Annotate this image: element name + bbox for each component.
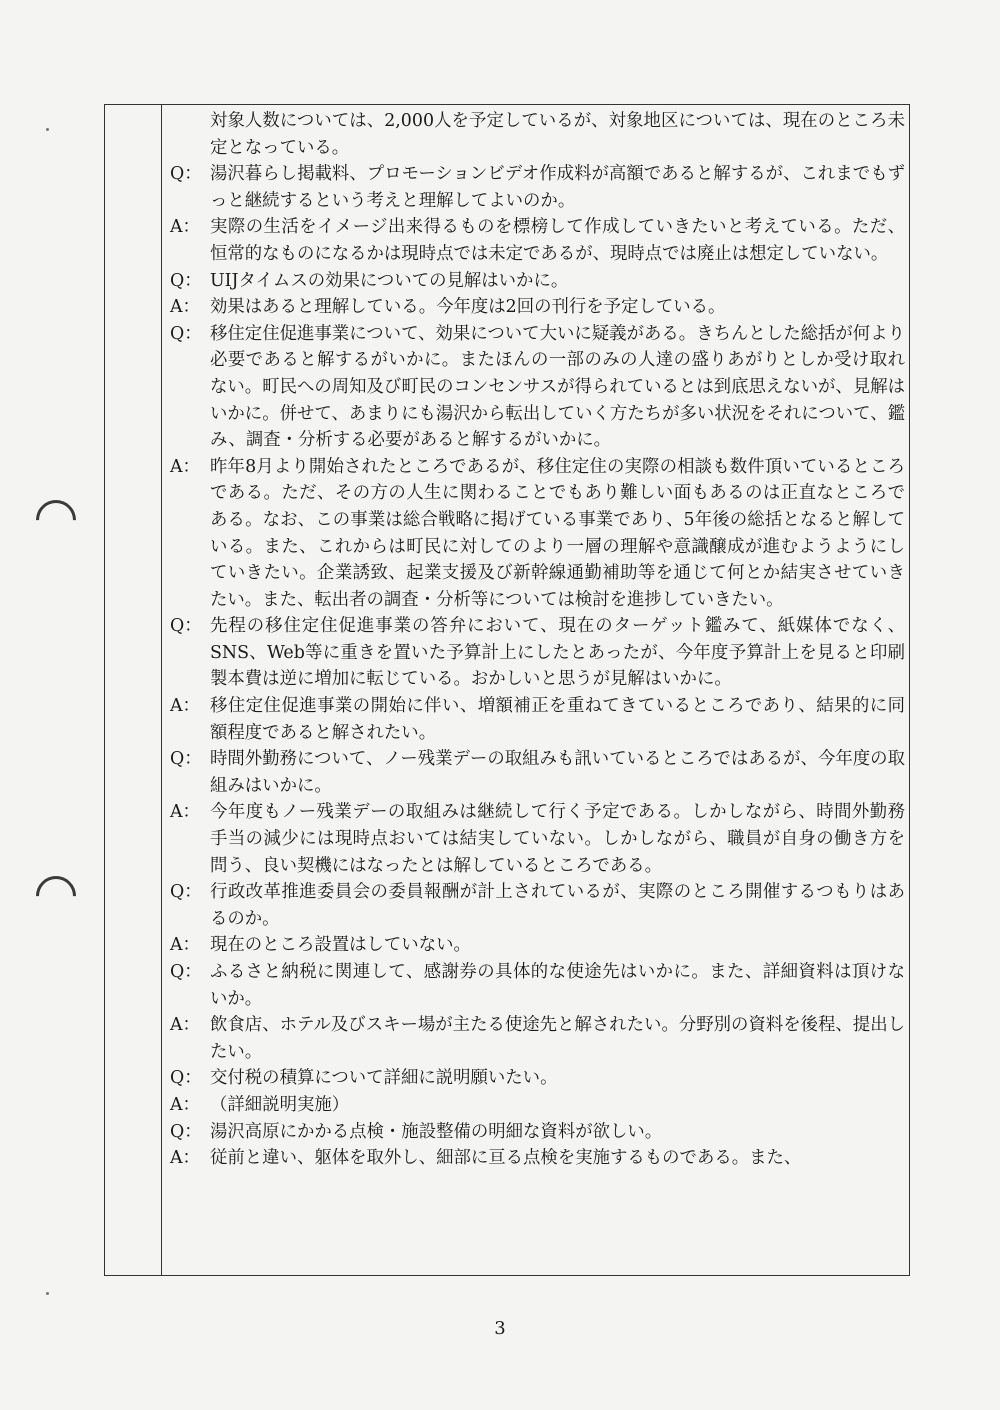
question-entry: [170, 1065, 905, 1092]
question-entry: [170, 746, 905, 799]
scan-speck: [46, 128, 49, 131]
qa-text: 時間外勤務について、ノー残業デーの取組みも訊いているところではあるが、今年度の取組みはいかに。: [210, 749, 905, 796]
qa-text: 昨年8月より開始されたところであるが、移住定住の実際の相談も数件頂いているところである。ただ、その方の人生に関わることでもあり難しい面もあるのは正直なところである。なお、この事業は総合戦略に掲げている事業であり、5年後の総括となると解している。また、これからは町民に対してのより一層の理解や意識醸成が進むようようにしていきたい。企業誘致、起業支援及び新幹線通勤補助等を通じて何とか結実させていきたい。また、転出者の調査・分析等については検討を進捗していきたい。: [210, 456, 905, 610]
qa-text: 効果はあると理解している。今年度は2回の刊行を予定している。: [210, 297, 726, 318]
qa-label: A：: [170, 217, 200, 238]
minutes-content: [170, 108, 905, 1172]
qa-label: Q：: [170, 749, 202, 770]
qa-label: A：: [170, 1148, 200, 1169]
qa-text: 移住定住促進事業について、効果について大いに疑義がある。きちんとした総括が何より必要であると解するがいかに。またほんの一部のみの人達の盛りあがりとしか受け取れない。町民への周知及び町民のコンセンサスが得られているとは到底思えないが、見解はいかに。併せて、あまりにも湯沢から転出していく方たちが多い状況をそれについて、鑑み、調査・分析する必要があると解するがいかに。: [210, 323, 905, 451]
question-entry: [170, 161, 905, 214]
qa-label: Q：: [170, 616, 202, 637]
qa-label: Q：: [170, 962, 202, 982]
qa-text: 先程の移住定住促進事業の答弁において、現在のターゲット鑑みて、紙媒体でなく、SNS、Web等に重きを置いた予算計上にしたとあったが、今年度予算計上を見ると印刷製本費は逆に増加に転じている。おかしいと思うが見解はいかに。: [210, 616, 905, 690]
answer-entry: [170, 1145, 905, 1172]
qa-label: A：: [170, 696, 200, 717]
answer-entry: [170, 1012, 905, 1065]
qa-label: A：: [170, 1094, 200, 1115]
question-entry: [170, 959, 905, 1012]
qa-text: 飲食店、ホテル及びスキー場が主たる使途先と解されたい。分野別の資料を後程、提出したい。: [210, 1015, 905, 1062]
qa-text: （詳細説明実施）: [210, 1094, 350, 1115]
page-number: 3: [494, 1318, 506, 1339]
qa-label: A：: [170, 935, 200, 956]
qa-label: Q：: [170, 270, 202, 291]
answer-entry: [170, 693, 905, 746]
qa-label: A：: [170, 1015, 200, 1036]
qa-text: 湯沢暮らし掲載料、プロモーションビデオ作成料が高額であると解するが、これまでもずっと継続するという考えと理解してよいのか。: [210, 164, 905, 211]
qa-label: Q：: [170, 1068, 202, 1089]
qa-text: 行政改革推進委員会の委員報酬が計上されているが、実際のところ開催するつもりはあるのか。: [210, 882, 905, 929]
answer-entry: [170, 799, 905, 879]
column-divider: [161, 105, 162, 1275]
punch-hole-bottom: [28, 868, 85, 925]
punch-hole-top: [28, 492, 85, 549]
scan-speck: [46, 1292, 49, 1295]
qa-label: Q：: [170, 164, 202, 185]
qa-label: Q：: [170, 323, 202, 344]
answer-entry: [170, 1092, 905, 1119]
qa-label: Q：: [170, 1121, 202, 1142]
answer-entry: [170, 214, 905, 267]
qa-list: [170, 161, 905, 1172]
qa-text: 今年度もノー残業デーの取組みは継続して行く予定である。しかしながら、時間外勤務手当の減少には現時点おいては結実していない。しかしながら、職員が自身の働き方を問う、良い契機にはなったとは解しているところである。: [210, 802, 905, 876]
continuation-text: 対象人数については、2,000人を予定しているが、対象地区については、現在のところ未定となっている。: [210, 111, 905, 158]
qa-label: A：: [170, 297, 200, 318]
qa-text: UIJタイムスの効果についての見解はいかに。: [210, 270, 569, 291]
qa-text: ふるさと納税に関連して、感謝券の具体的な使途先はいかに。また、詳細資料は頂けないか。: [210, 962, 905, 1009]
qa-label: A：: [170, 802, 200, 823]
answer-entry: [170, 932, 905, 959]
qa-text: 従前と違い、躯体を取外し、細部に亘る点検を実施するものである。また、: [210, 1148, 802, 1169]
qa-label: Q：: [170, 882, 202, 903]
question-entry: [170, 321, 905, 454]
qa-label: A：: [170, 456, 200, 477]
question-entry: [170, 879, 905, 932]
answer-entry: [170, 454, 905, 614]
qa-text: 移住定住促進事業の開始に伴い、増額補正を重ねてきているところであり、結果的に同額程度であると解されたい。: [210, 696, 905, 743]
qa-text: 交付税の積算について詳細に説明願いたい。: [210, 1068, 558, 1089]
qa-text: 現在のところ設置はしていない。: [210, 935, 471, 956]
qa-text: 実際の生活をイメージ出来得るものを標榜して作成していきたいと考えている。ただ、恒常的なものになるかは現時点では未定であるが、現時点では廃止は想定していない。: [210, 217, 905, 264]
question-entry: [170, 1119, 905, 1146]
question-entry: [170, 613, 905, 693]
question-entry: [170, 268, 905, 295]
answer-entry: [170, 294, 905, 321]
qa-text: 湯沢高原にかかる点検・施設整備の明細な資料が欲しい。: [210, 1121, 663, 1142]
